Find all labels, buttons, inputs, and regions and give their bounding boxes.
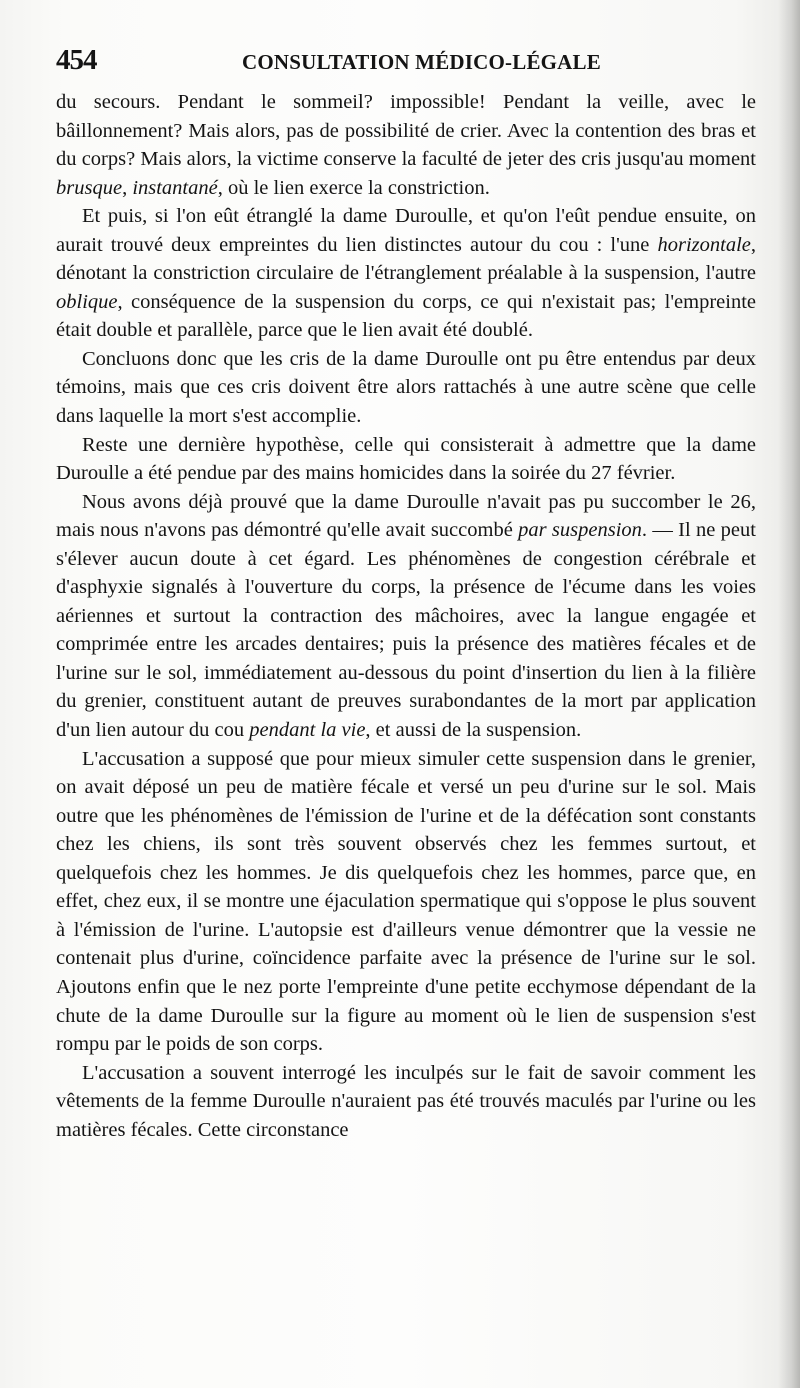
text-run: , conséquence de la suspension du corps, ce qui n'existait pas; l'empreinte était double et parallèle, parce que le lien avait été doublé. — [56, 290, 756, 342]
text-run: . — Il ne peut s'élever aucun doute à cet égard. Les phénomènes de congestion cérébrale et d'asphyxie signalés à l'ouverture du corps, la présence de l'écume dans les voies aériennes et surtout la contraction des mâchoires, avec la langue engagée et comprimée entre les arcades dentaires; puis la présence des matières fécales et de l'urine sur le sol, immédiatement au-dessous du point d'insertion du lien à la filière du grenier, constituent autant de preuves surabondantes de la mort par application d'un lien autour du cou — [56, 519, 756, 742]
italic-text: horizontale — [657, 233, 751, 256]
page-header — [56, 38, 756, 78]
italic-text: pendant la vie — [249, 719, 366, 742]
paragraph — [56, 431, 756, 488]
italic-text: oblique — [56, 290, 118, 313]
text-run: , et aussi de la suspension. — [365, 719, 582, 742]
text-run: Reste une dernière hypothèse, celle qui consisterait à admettre que la dame Duroulle a été pendue par des mains homicides dans la soirée du 27 février. — [56, 433, 756, 485]
running-title: CONSULTATION MÉDICO-LÉGALE — [242, 50, 601, 74]
paragraph — [56, 745, 756, 1059]
body-text — [56, 88, 756, 1144]
italic-text: brusque — [56, 176, 123, 199]
text-run: Nous avons déjà prouvé que la dame Duroulle n'avait pas pu succomber le 26, mais nous n'avons pas démontré qu'elle avait succombé — [56, 490, 756, 542]
paragraph — [56, 88, 756, 202]
text-run: , où le lien exerce la constriction. — [217, 176, 490, 199]
text-run: Et puis, si l'on eût étranglé la dame Duroulle, et qu'on l'eût pendue ensuite, on aurait trouvé deux empreintes du lien distinctes autour du cou : l'une — [56, 205, 756, 256]
paragraph — [56, 1059, 756, 1145]
italic-text: par suspension — [518, 519, 642, 542]
page-edge-shadow — [778, 0, 800, 1388]
text-run: du secours. Pendant le sommeil? impossible! Pendant la veille, avec le bâillonnement? Mais alors, pas de possibilité de crier. Avec la contention des bras et du corps? Mais alors, la victime conserve la faculté de jeter des cris jusqu'au moment — [56, 91, 756, 171]
page-number: 454 — [56, 44, 97, 76]
text-run: L'accusation a souvent interrogé les inculpés sur le fait de savoir comment les vêtements de la femme Duroulle n'auraient pas été trouvés maculés par l'urine ou les matières fécales. Cette circonstance — [56, 1061, 756, 1141]
text-run: , — [122, 176, 133, 199]
italic-text: instantané — [132, 176, 218, 199]
text-run: L'accusation a supposé que pour mieux simuler cette suspension dans le grenier, on avait déposé un peu de matière fécale et versé un peu d'urine sur le sol. Mais outre que les phénomènes de l'émission de l'urine et de la défécation sont constants chez les chiens, ils sont très souvent observés chez les femmes surtout, et quelquefois chez les hommes. Je dis quelquefois chez les hommes, parce que, en effet, chez eux, il se montre une éjaculation spermatique qui s'oppose le plus souvent à l'émission de l'urine. L'autopsie est d'ailleurs venue démontrer que la vessie ne contenait plus d'urine, coïncidence parfaite avec la présence de l'urine sur le sol. Ajoutons enfin que le nez porte l'empreinte d'une petite ecchymose dépendant de la chute de la dame Duroulle sur la figure au moment où le lien de suspension s'est rompu par le poids de son corps. — [56, 747, 756, 1056]
paragraph — [56, 345, 756, 431]
text-run: , dénotant la constriction circulaire de l'étranglement préalable à la suspension, l'autre — [56, 233, 756, 285]
text-run: Concluons donc que les cris de la dame Duroulle ont pu être entendus par deux témoins, mais que ces cris doivent être alors rattachés à une autre scène que celle dans laquelle la mort s'est accomplie. — [56, 347, 756, 428]
paragraph — [56, 202, 756, 345]
paragraph — [56, 488, 756, 745]
